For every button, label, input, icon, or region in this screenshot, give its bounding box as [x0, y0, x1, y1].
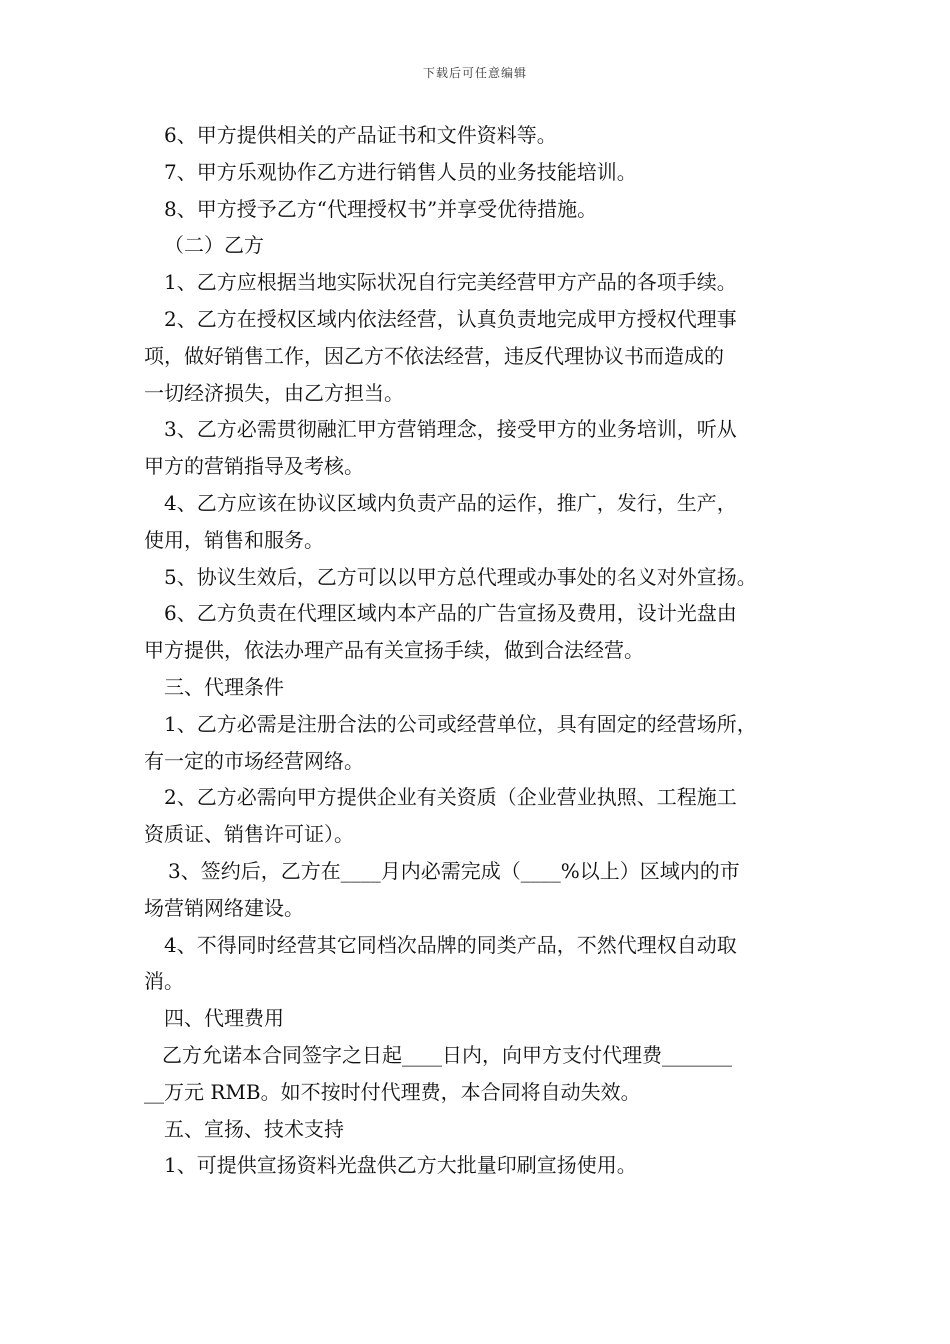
- paragraph-line: 3、乙方必需贯彻融汇甲方营销理念，接受甲方的业务培训，听从: [164, 417, 737, 442]
- paragraph-line: 2、乙方在授权区域内依法经营，认真负责地完成甲方授权代理事: [164, 306, 737, 331]
- paragraph-line: 项，做好销售工作，因乙方不依法经营，违反代理协议书而造成的: [144, 343, 724, 368]
- paragraph-line: 使用，销售和服务。: [144, 527, 324, 552]
- document-body: [144, 117, 816, 1184]
- section-heading: 五、宣扬、技术支持: [164, 1116, 344, 1141]
- paragraph-line: __万元 RMB。如不按时付代理费，本合同将自动失效。: [144, 1079, 641, 1104]
- paragraph-line: 3、签约后，乙方在____月内必需完成（____%以上）区域内的市: [168, 858, 740, 883]
- paragraph-line: 1、可提供宣扬资料光盘供乙方大批量印刷宣扬使用。: [164, 1153, 637, 1178]
- paragraph-line: 5、协议生效后，乙方可以以甲方总代理或办事处的名义对外宣扬。: [164, 564, 757, 589]
- paragraph-line: 乙方允诺本合同签字之日起____日内，向甲方支付代理费_______: [162, 1042, 732, 1067]
- paragraph-line: 6、甲方提供相关的产品证书和文件资料等。: [164, 123, 557, 147]
- paragraph-line: 甲方的营销指导及考核。: [144, 454, 364, 479]
- paragraph-line: 6、乙方负责在代理区域内本产品的广告宣扬及费用，设计光盘由: [164, 601, 737, 626]
- paragraph-line: 7、甲方乐观协作乙方进行销售人员的业务技能培训。: [164, 159, 637, 184]
- paragraph-line: 甲方提供，依法办理产品有关宣扬手续，做到合法经营。: [144, 638, 644, 663]
- paragraph-line: 8、甲方授予乙方“代理授权书”并享受优待措施。: [164, 196, 598, 221]
- paragraph-line: 4、乙方应该在协议区域内负责产品的运作，推广，发行，生产，: [164, 490, 737, 515]
- paragraph-line: 2、乙方必需向甲方提供企业有关资质（企业营业执照、工程施工: [164, 785, 737, 810]
- paragraph-line: 1、乙方应根据当地实际状况自行完美经营甲方产品的各项手续。: [164, 270, 737, 295]
- paragraph-line: 消。: [144, 969, 184, 994]
- paragraph-line: 资质证、销售许可证）。: [144, 822, 354, 847]
- paragraph-line: 一切经济损失，由乙方担当。: [144, 380, 404, 405]
- paragraph-line: 有一定的市场经营网络。: [144, 748, 364, 773]
- page-header: 下载后可任意编辑: [422, 66, 527, 80]
- paragraph-line: 场营销网络建设。: [144, 895, 304, 920]
- section-heading: （二）乙方: [164, 233, 264, 258]
- section-heading: 三、代理条件: [164, 674, 284, 699]
- section-heading: 四、代理费用: [164, 1006, 284, 1031]
- paragraph-line: 1、乙方必需是注册合法的公司或经营单位，具有固定的经营场所，: [164, 711, 757, 736]
- paragraph-line: 4、不得同时经营其它同档次品牌的同类产品，不然代理权自动取: [164, 932, 737, 957]
